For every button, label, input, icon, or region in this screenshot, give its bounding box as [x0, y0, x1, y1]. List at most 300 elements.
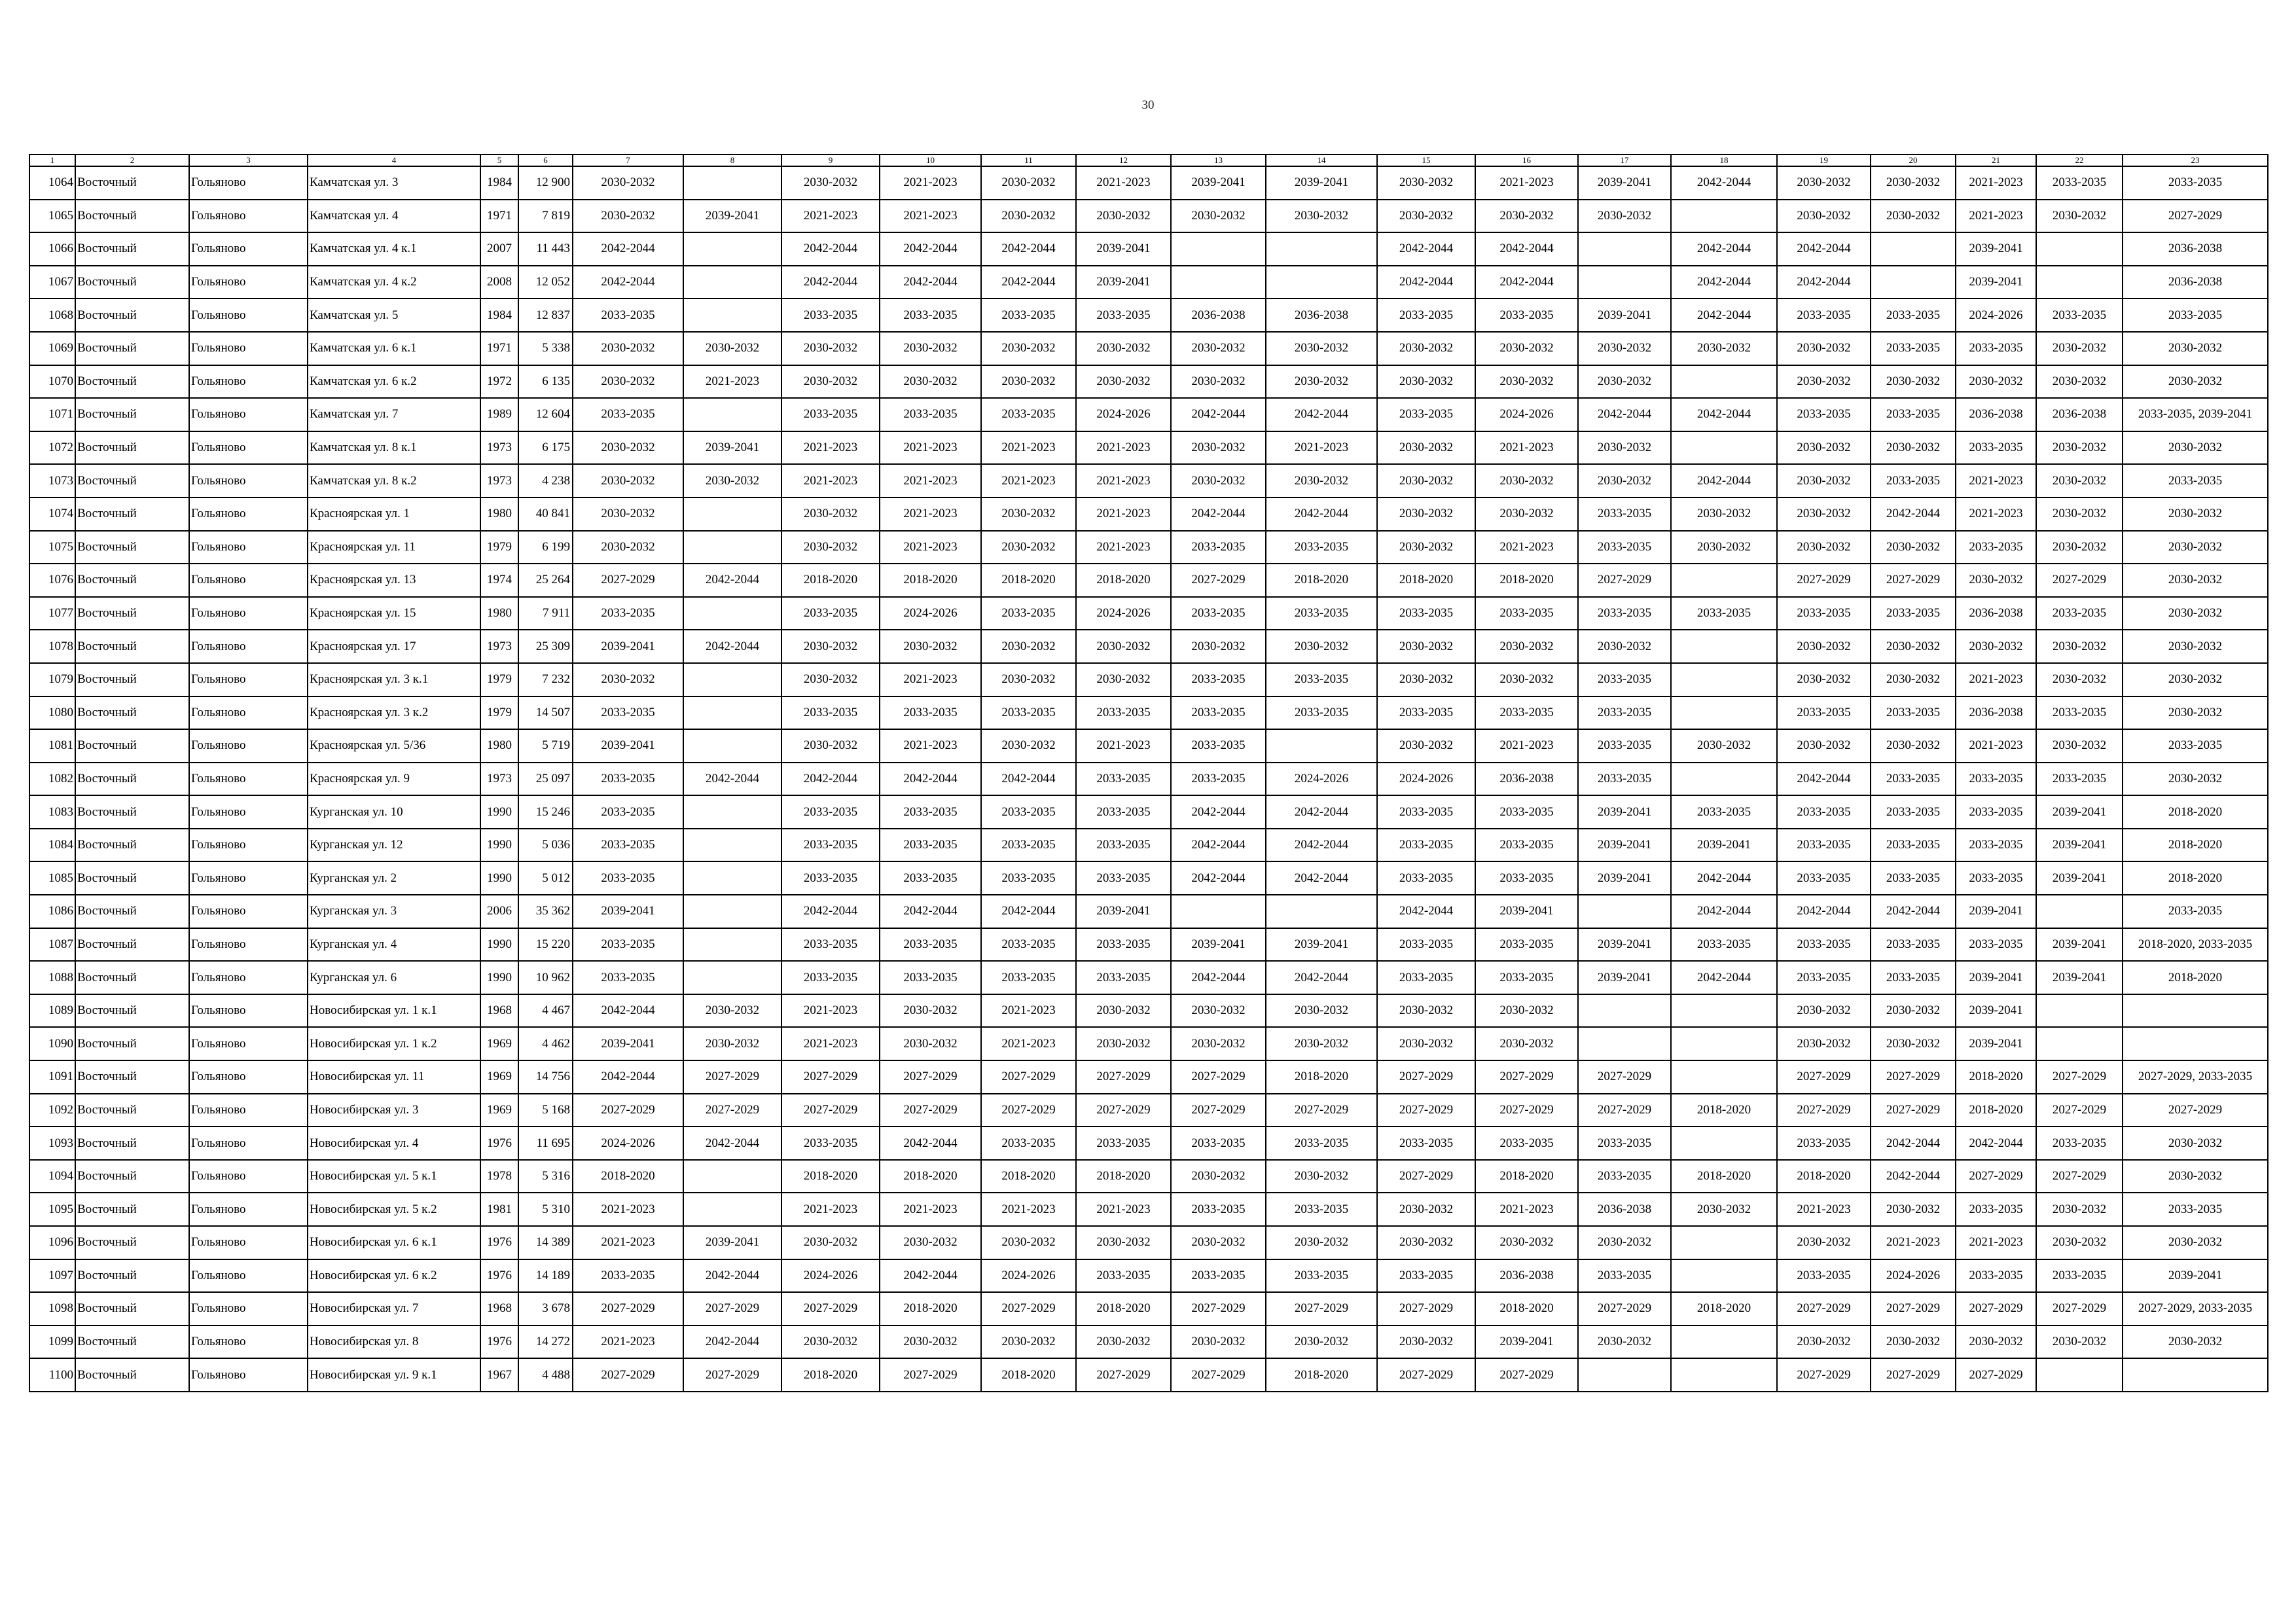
table-cell: 2030-2032 [1076, 1326, 1171, 1359]
table-cell: Гольяново [189, 332, 308, 365]
table-cell: 2030-2032 [1671, 531, 1777, 564]
table-cell: 2033-2035 [573, 1259, 683, 1293]
table-cell: 2030-2032 [1871, 994, 1956, 1028]
table-cell: 2039-2041 [573, 895, 683, 928]
table-cell: 10 962 [518, 961, 573, 994]
table-cell: 2027-2029 [1377, 1094, 1475, 1127]
table-cell: 15 220 [518, 928, 573, 962]
table-cell: 1085 [29, 861, 75, 895]
table-cell: Красноярская ул. 3 к.2 [308, 696, 480, 730]
table-cell: 2027-2029 [683, 1094, 781, 1127]
table-cell [1871, 266, 1956, 299]
column-number-header: 7 [573, 154, 683, 166]
table-cell: 2030-2032 [1578, 200, 1671, 233]
table-cell: 2030-2032 [573, 166, 683, 200]
table-cell [2036, 1358, 2123, 1392]
table-cell: 2021-2023 [880, 166, 981, 200]
table-cell: 2033-2035 [2123, 895, 2268, 928]
table-cell [1578, 895, 1671, 928]
table-cell: 1973 [480, 763, 518, 796]
table-cell: 2042-2044 [1777, 266, 1871, 299]
table-cell: 2030-2032 [981, 166, 1076, 200]
table-cell: 2024-2026 [1076, 597, 1171, 630]
table-cell: 2021-2023 [781, 431, 880, 465]
table-cell: Гольяново [189, 564, 308, 597]
table-cell: 2033-2035 [1578, 1127, 1671, 1160]
table-cell: 2030-2032 [1578, 365, 1671, 399]
table-cell: 2030-2032 [1171, 994, 1266, 1028]
table-cell: Восточный [75, 1094, 189, 1127]
table-cell: 2033-2035 [1076, 1259, 1171, 1293]
table-cell: 2030-2032 [1377, 497, 1475, 531]
table-cell: 1093 [29, 1127, 75, 1160]
table-cell: 2042-2044 [1871, 1160, 1956, 1193]
table-cell: 2033-2035 [880, 928, 981, 962]
table-cell: 2024-2026 [1076, 398, 1171, 431]
table-cell: 2030-2032 [1578, 630, 1671, 663]
table-row [29, 895, 2268, 928]
table-cell: Восточный [75, 928, 189, 962]
table-cell: 6 199 [518, 531, 573, 564]
table-cell [1671, 696, 1777, 730]
table-cell: 14 507 [518, 696, 573, 730]
table-cell: 2033-2035 [781, 961, 880, 994]
table-cell: 2030-2032 [1475, 1226, 1578, 1259]
table-cell: 2042-2044 [1171, 861, 1266, 895]
table-cell [2036, 895, 2123, 928]
table-cell: 1084 [29, 829, 75, 862]
table-cell: 2018-2020 [781, 1160, 880, 1193]
table-cell: 2033-2035 [1871, 332, 1956, 365]
table-cell [683, 829, 781, 862]
column-number-header: 13 [1171, 154, 1266, 166]
table-cell: 1980 [480, 597, 518, 630]
table-cell: 2027-2029 [1475, 1094, 1578, 1127]
column-number-header: 3 [189, 154, 308, 166]
table-cell: 2030-2032 [1475, 994, 1578, 1028]
table-row [29, 497, 2268, 531]
table-cell: Восточный [75, 829, 189, 862]
table-cell: Камчатская ул. 4 к.1 [308, 232, 480, 266]
table-cell: 2033-2035 [1578, 729, 1671, 763]
table-cell: 2042-2044 [1777, 895, 1871, 928]
table-cell: 2039-2041 [683, 431, 781, 465]
table-cell: 2018-2020 [1475, 1160, 1578, 1193]
table-cell: 2030-2032 [2123, 763, 2268, 796]
table-cell: Восточный [75, 1060, 189, 1094]
table-cell: 2033-2035 [573, 861, 683, 895]
table-cell: 2030-2032 [1956, 630, 2036, 663]
table-cell: 2042-2044 [1671, 166, 1777, 200]
table-cell: 2033-2035 [1777, 795, 1871, 829]
table-cell: 2030-2032 [1671, 497, 1777, 531]
table-cell: 2030-2032 [573, 431, 683, 465]
table-cell: 2030-2032 [1076, 1027, 1171, 1060]
table-cell [1671, 630, 1777, 663]
table-cell: Восточный [75, 1292, 189, 1326]
table-cell: 1099 [29, 1326, 75, 1359]
table-cell: 14 189 [518, 1259, 573, 1293]
table-cell: 2030-2032 [981, 1326, 1076, 1359]
table-cell: 2018-2020 [1076, 1160, 1171, 1193]
table-cell: 2030-2032 [781, 531, 880, 564]
table-cell: 2024-2026 [1377, 763, 1475, 796]
table-cell: 35 362 [518, 895, 573, 928]
table-cell: 2018-2020 [1266, 564, 1377, 597]
table-cell: 2033-2035 [1266, 1259, 1377, 1293]
table-cell: 2033-2035 [1671, 928, 1777, 962]
table-cell: 2033-2035 [1076, 795, 1171, 829]
table-row [29, 928, 2268, 962]
table-cell: 2018-2020 [1475, 564, 1578, 597]
table-cell: Восточный [75, 961, 189, 994]
table-cell: 2033-2035 [781, 861, 880, 895]
table-cell: 2030-2032 [981, 332, 1076, 365]
table-cell: Гольяново [189, 1326, 308, 1359]
table-cell [683, 597, 781, 630]
table-cell: 2033-2035 [2036, 763, 2123, 796]
table-cell: Гольяново [189, 1226, 308, 1259]
table-cell: 2033-2035 [1377, 861, 1475, 895]
table-cell: 1976 [480, 1259, 518, 1293]
table-cell: 2027-2029 [1266, 1292, 1377, 1326]
table-cell: 2033-2035 [981, 398, 1076, 431]
table-cell: Камчатская ул. 4 [308, 200, 480, 233]
column-number-header: 1 [29, 154, 75, 166]
table-cell: 11 443 [518, 232, 573, 266]
table-cell: 2021-2023 [880, 663, 981, 696]
table-cell: 2042-2044 [1871, 497, 1956, 531]
table-cell: 2042-2044 [1266, 961, 1377, 994]
table-cell: 4 462 [518, 1027, 573, 1060]
column-number-header: 12 [1076, 154, 1171, 166]
table-cell: 2033-2035 [880, 398, 981, 431]
table-cell: Новосибирская ул. 3 [308, 1094, 480, 1127]
table-row [29, 1160, 2268, 1193]
table-cell: 1972 [480, 365, 518, 399]
table-cell: 2024-2026 [1871, 1259, 1956, 1293]
table-row [29, 961, 2268, 994]
table-cell [1266, 266, 1377, 299]
table-cell: Восточный [75, 597, 189, 630]
table-cell: 2030-2032 [683, 1027, 781, 1060]
table-row [29, 829, 2268, 862]
table-cell: 2030-2032 [2036, 663, 2123, 696]
table-cell: 2039-2041 [1578, 795, 1671, 829]
table-cell: Восточный [75, 895, 189, 928]
table-cell: 1981 [480, 1193, 518, 1226]
table-cell: 2033-2035 [1076, 1127, 1171, 1160]
table-cell: 2030-2032 [1171, 1326, 1266, 1359]
table-cell: 2030-2032 [1475, 497, 1578, 531]
table-cell: 1087 [29, 928, 75, 962]
table-cell: 2033-2035 [1671, 597, 1777, 630]
table-cell: 1089 [29, 994, 75, 1028]
table-cell: 2027-2029 [1171, 1094, 1266, 1127]
table-cell: Гольяново [189, 795, 308, 829]
table-cell: 2021-2023 [1871, 1226, 1956, 1259]
table-cell: 2030-2032 [981, 497, 1076, 531]
table-body [29, 166, 2268, 1392]
table-cell: 2027-2029 [573, 1358, 683, 1392]
table-cell: 2027-2029 [1777, 564, 1871, 597]
table-cell [1671, 1060, 1777, 1094]
table-cell: 2039-2041 [1076, 232, 1171, 266]
table-cell: 2033-2035 [781, 1127, 880, 1160]
table-cell: 2030-2032 [2123, 332, 2268, 365]
table-cell: 2027-2029 [1578, 1292, 1671, 1326]
table-cell: 2021-2023 [1956, 663, 2036, 696]
table-cell: Новосибирская ул. 8 [308, 1326, 480, 1359]
table-row [29, 365, 2268, 399]
table-cell: 2030-2032 [1777, 200, 1871, 233]
table-cell: 2033-2035, 2039-2041 [2123, 398, 2268, 431]
table-cell: Восточный [75, 1259, 189, 1293]
table-cell: Восточный [75, 994, 189, 1028]
table-cell: 2030-2032 [1777, 332, 1871, 365]
table-cell [683, 663, 781, 696]
table-cell: 2033-2035 [781, 597, 880, 630]
table-cell: 2033-2035 [1671, 795, 1777, 829]
table-cell: 2030-2032 [2123, 630, 2268, 663]
table-cell: 2033-2035 [1266, 1193, 1377, 1226]
table-cell: 12 052 [518, 266, 573, 299]
table-cell: 2033-2035 [1871, 928, 1956, 962]
table-cell: 2027-2029 [2036, 1094, 2123, 1127]
table-cell: Восточный [75, 1193, 189, 1226]
table-cell: 2033-2035 [1956, 332, 2036, 365]
table-cell: 2018-2020 [1266, 1358, 1377, 1392]
table-cell: 2033-2035 [2036, 597, 2123, 630]
table-cell: 2033-2035 [1956, 861, 2036, 895]
table-cell: 2039-2041 [1171, 928, 1266, 962]
table-cell: 7 911 [518, 597, 573, 630]
table-cell: 2033-2035 [573, 829, 683, 862]
table-cell: 2030-2032 [1171, 1226, 1266, 1259]
table-cell: 2030-2032 [1871, 630, 1956, 663]
table-cell: 2030-2032 [1475, 200, 1578, 233]
table-cell [683, 1160, 781, 1193]
table-cell: 2033-2035 [1578, 597, 1671, 630]
table-cell: 2042-2044 [1266, 861, 1377, 895]
table-cell [2036, 1027, 2123, 1060]
table-cell: 2030-2032 [1871, 166, 1956, 200]
table-cell: 1073 [29, 464, 75, 497]
table-cell: 1973 [480, 464, 518, 497]
table-cell: 2042-2044 [1578, 398, 1671, 431]
column-number-header: 9 [781, 154, 880, 166]
table-cell: 2033-2035 [981, 597, 1076, 630]
table-cell: 1100 [29, 1358, 75, 1392]
table-row [29, 266, 2268, 299]
table-cell: 2030-2032 [981, 663, 1076, 696]
table-cell: Гольяново [189, 531, 308, 564]
table-cell: Восточный [75, 663, 189, 696]
table-cell: 2027-2029 [1956, 1358, 2036, 1392]
table-cell: Гольяново [189, 696, 308, 730]
table-cell: 2039-2041 [1578, 166, 1671, 200]
table-cell: 5 012 [518, 861, 573, 895]
table-cell: 2030-2032 [683, 332, 781, 365]
table-cell: 2030-2032 [1076, 1226, 1171, 1259]
table-cell: 2027-2029 [781, 1292, 880, 1326]
table-cell: 2030-2032 [781, 497, 880, 531]
table-cell: 2033-2035 [2123, 1193, 2268, 1226]
table-cell: 2021-2023 [1076, 729, 1171, 763]
table-cell: 2027-2029 [981, 1094, 1076, 1127]
table-cell: 2021-2023 [1475, 166, 1578, 200]
table-row [29, 531, 2268, 564]
table-cell: 2039-2041 [1171, 166, 1266, 200]
table-row [29, 1226, 2268, 1259]
table-cell: 2033-2035 [1377, 1259, 1475, 1293]
table-cell [1671, 1027, 1777, 1060]
table-cell: 2042-2044 [880, 266, 981, 299]
table-cell: 2030-2032 [1777, 497, 1871, 531]
table-cell: 2027-2029 [880, 1094, 981, 1127]
table-cell: 2030-2032 [1871, 1326, 1956, 1359]
table-cell: 2021-2023 [1076, 464, 1171, 497]
table-cell: 2021-2023 [1475, 1193, 1578, 1226]
table-cell: Гольяново [189, 298, 308, 332]
table-cell: 2027-2029 [1171, 1060, 1266, 1094]
column-number-header: 18 [1671, 154, 1777, 166]
table-cell: Восточный [75, 497, 189, 531]
table-cell: 2030-2032 [573, 200, 683, 233]
table-cell [1171, 232, 1266, 266]
table-cell: 1973 [480, 630, 518, 663]
table-cell: Гольяново [189, 861, 308, 895]
table-cell: 2030-2032 [1475, 630, 1578, 663]
table-cell [1578, 266, 1671, 299]
table-cell: 1086 [29, 895, 75, 928]
table-cell: 2030-2032 [1171, 332, 1266, 365]
table-cell: 2027-2029 [880, 1060, 981, 1094]
table-cell: 2039-2041 [2036, 829, 2123, 862]
table-cell [1671, 763, 1777, 796]
table-cell: 4 467 [518, 994, 573, 1028]
table-cell: 2042-2044 [880, 232, 981, 266]
table-row [29, 1292, 2268, 1326]
table-cell: 2039-2041 [1578, 961, 1671, 994]
table-cell: 2033-2035 [573, 298, 683, 332]
table-cell: 2030-2032 [1171, 464, 1266, 497]
table-cell: 2036-2038 [1956, 597, 2036, 630]
table-cell: 2033-2035 [1956, 531, 2036, 564]
table-cell: Восточный [75, 266, 189, 299]
table-cell: 6 135 [518, 365, 573, 399]
table-cell: 2030-2032 [2036, 1326, 2123, 1359]
table-cell: 2027-2029 [781, 1060, 880, 1094]
table-cell: 5 338 [518, 332, 573, 365]
table-cell: Восточный [75, 630, 189, 663]
table-cell: 7 819 [518, 200, 573, 233]
table-cell: 2033-2035 [1578, 663, 1671, 696]
table-cell: 2042-2044 [1671, 398, 1777, 431]
table-cell: 1094 [29, 1160, 75, 1193]
table-cell: 2042-2044 [1956, 1127, 2036, 1160]
table-cell: 2042-2044 [1171, 497, 1266, 531]
table-cell: 2021-2023 [1266, 431, 1377, 465]
table-cell: 2030-2032 [981, 1226, 1076, 1259]
table-cell: 2033-2035 [1377, 829, 1475, 862]
table-cell: 2021-2023 [981, 994, 1076, 1028]
table-cell: 2021-2023 [981, 464, 1076, 497]
table-cell: 2039-2041 [1266, 928, 1377, 962]
table-cell: 2027-2029 [1871, 564, 1956, 597]
table-cell: Курганская ул. 6 [308, 961, 480, 994]
table-cell: 2030-2032 [880, 365, 981, 399]
table-cell: 2030-2032 [781, 663, 880, 696]
table-cell: 2033-2035 [1871, 861, 1956, 895]
table-cell: 2042-2044 [1671, 895, 1777, 928]
table-cell: 2039-2041 [1076, 895, 1171, 928]
table-cell: 1074 [29, 497, 75, 531]
table-cell: 2018-2020 [1777, 1160, 1871, 1193]
table-cell: 2039-2041 [2036, 928, 2123, 962]
table-cell: 2042-2044 [1671, 961, 1777, 994]
table-cell: 2033-2035 [1266, 663, 1377, 696]
table-cell [1671, 1358, 1777, 1392]
table-cell: Камчатская ул. 3 [308, 166, 480, 200]
table-cell: Гольяново [189, 1259, 308, 1293]
table-cell: 2033-2035 [1377, 1127, 1475, 1160]
table-cell: 2033-2035 [1956, 1259, 2036, 1293]
table-cell: 2030-2032 [781, 365, 880, 399]
table-cell: 2033-2035 [573, 928, 683, 962]
table-cell: 2033-2035 [1475, 829, 1578, 862]
table-cell [1671, 1226, 1777, 1259]
table-cell: 2042-2044 [1671, 298, 1777, 332]
table-cell: 2027-2029 [1266, 1094, 1377, 1127]
table-cell: 2030-2032 [1777, 531, 1871, 564]
table-cell: Камчатская ул. 5 [308, 298, 480, 332]
table-cell: 2021-2023 [1956, 729, 2036, 763]
table-cell: 2027-2029 [1871, 1094, 1956, 1127]
table-cell: 2042-2044 [1475, 266, 1578, 299]
table-cell [1671, 431, 1777, 465]
table-cell: 2027-2029 [2036, 1060, 2123, 1094]
table-cell: 2042-2044 [781, 763, 880, 796]
table-cell: 2039-2041 [683, 200, 781, 233]
table-cell: 2030-2032 [1076, 200, 1171, 233]
table-cell: 2036-2038 [1475, 1259, 1578, 1293]
table-cell: 2027-2029 [1777, 1094, 1871, 1127]
table-cell: 2021-2023 [981, 1027, 1076, 1060]
table-cell: 2030-2032 [781, 332, 880, 365]
table-cell: 2027-2029 [1076, 1358, 1171, 1392]
table-cell: 1984 [480, 166, 518, 200]
table-cell: 2039-2041 [1475, 895, 1578, 928]
table-cell: 2018-2020 [880, 1160, 981, 1193]
table-cell: 2042-2044 [1377, 895, 1475, 928]
table-cell: 2033-2035 [1377, 398, 1475, 431]
column-number-header: 2 [75, 154, 189, 166]
table-cell: 2024-2026 [781, 1259, 880, 1293]
table-cell: 2033-2035 [1076, 861, 1171, 895]
column-number-header: 21 [1956, 154, 2036, 166]
table-cell: 2030-2032 [2123, 663, 2268, 696]
table-cell: 2033-2035 [2036, 166, 2123, 200]
table-cell: 2039-2041 [1956, 266, 2036, 299]
table-cell: 2039-2041 [1956, 1027, 2036, 1060]
table-cell [2123, 994, 2268, 1028]
table-cell: 2027-2029 [1377, 1160, 1475, 1193]
table-cell: 2030-2032 [573, 663, 683, 696]
table-cell [1578, 232, 1671, 266]
table-cell: 2039-2041 [1956, 232, 2036, 266]
table-row [29, 200, 2268, 233]
